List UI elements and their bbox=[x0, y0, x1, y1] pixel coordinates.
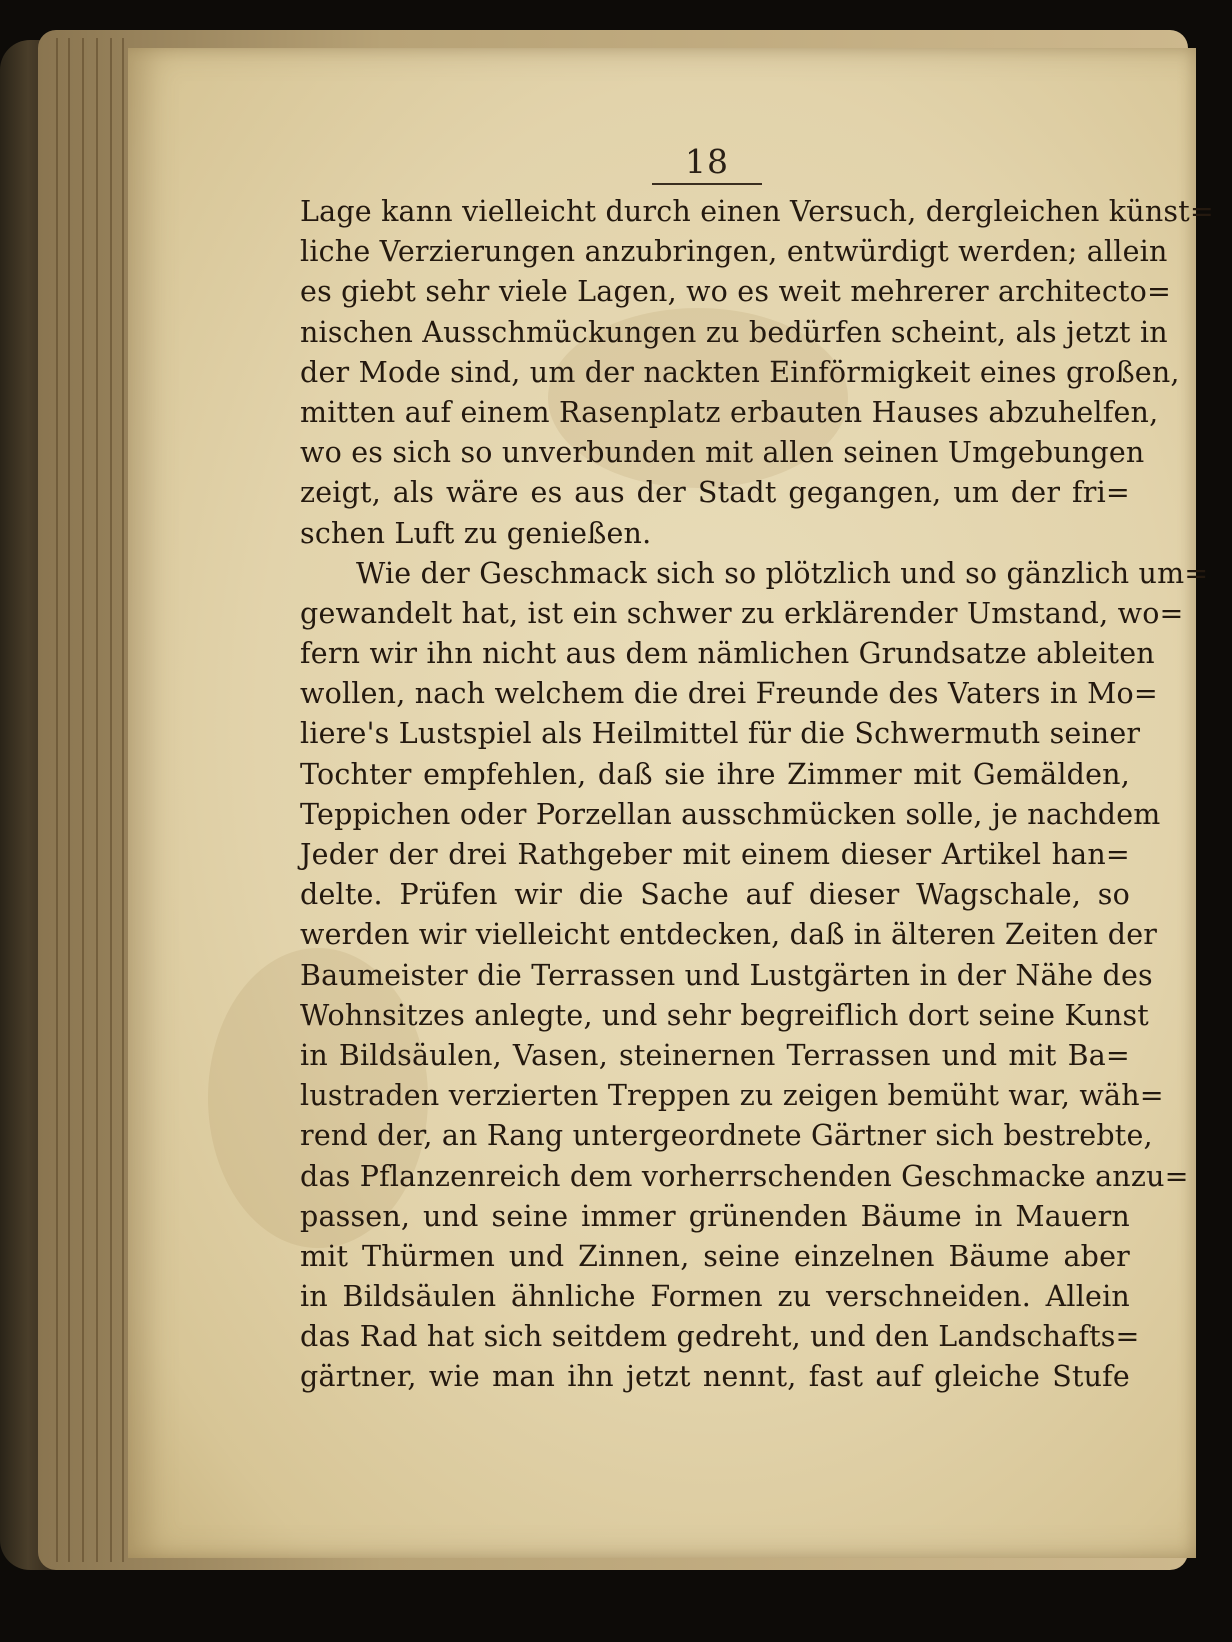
text-line: in Bildsäulen, Vasen, steinernen Terrassen und mit Ba= bbox=[300, 1038, 1130, 1072]
text-line: lustraden verzierten Treppen zu zeigen bemüht war, wäh= bbox=[300, 1079, 1164, 1113]
text-line: liche Verzierungen anzubringen, entwürdigt werden; allein bbox=[300, 235, 1168, 269]
text-line: passen, und seine immer grünenden Bäume in Mauern bbox=[300, 1199, 1130, 1233]
page-number: 18 bbox=[685, 142, 729, 181]
page-edge bbox=[56, 38, 58, 1562]
text-line: gewandelt hat, ist ein schwer zu erklärender Umstand, wo= bbox=[300, 596, 1184, 630]
text-line: Wie der Geschmack sich so plötzlich und so gänzlich um= bbox=[356, 556, 1209, 590]
page-edge bbox=[96, 38, 98, 1562]
page-edge bbox=[68, 38, 70, 1562]
text-line: Wohnsitzes anlegte, und sehr begreiflich dort seine Kunst bbox=[300, 998, 1149, 1032]
text-line: Baumeister die Terrassen und Lustgärten in der Nähe des bbox=[300, 958, 1153, 992]
text-line: mitten auf einem Rasenplatz erbauten Hauses abzuhelfen, bbox=[300, 395, 1159, 429]
text-line: Jeder der drei Rathgeber mit einem dieser Artikel han= bbox=[300, 838, 1130, 871]
page-edge bbox=[110, 38, 112, 1562]
text-line: es giebt sehr viele Lagen, wo es weit mehrerer architecto= bbox=[300, 275, 1172, 309]
text-line: schen Luft zu genießen. bbox=[300, 516, 652, 550]
body-text bbox=[300, 192, 1214, 1398]
text-line: der Mode sind, um der nackten Einförmigkeit eines großen, bbox=[300, 355, 1180, 389]
page-number-rule bbox=[652, 183, 762, 185]
page-edge bbox=[82, 38, 84, 1562]
text-line: nischen Ausschmückungen zu bedürfen scheint, als jetzt in bbox=[300, 315, 1168, 349]
page-edge bbox=[122, 38, 124, 1562]
text-line: Tochter empfehlen, daß sie ihre Zimmer mit Gemälden, bbox=[300, 757, 1130, 791]
text-line: fern wir ihn nicht aus dem nämlichen Grundsatze ableiten bbox=[300, 637, 1155, 671]
text-line: gärtner, wie man ihn jetzt nennt, fast auf gleiche Stufe bbox=[300, 1360, 1130, 1394]
text-line: zeigt, als wäre es aus der Stadt gegangen, um der fri= bbox=[300, 476, 1130, 510]
text-line: wollen, nach welchem die drei Freunde des Vaters in Mo= bbox=[300, 677, 1158, 711]
text-line: wo es sich so unverbunden mit allen seinen Umgebungen bbox=[300, 436, 1145, 470]
text-line: delte. Prüfen wir die Sache auf dieser Wagschale, so bbox=[300, 878, 1130, 912]
text-line: in Bildsäulen ähnliche Formen zu verschneiden. Allein bbox=[300, 1280, 1130, 1314]
text-line: liere's Lustspiel als Heilmittel für die Schwermuth seiner bbox=[300, 717, 1141, 751]
text-line: Lage kann vielleicht durch einen Versuch, dergleichen künst= bbox=[300, 195, 1214, 228]
text-line: das Pflanzenreich dem vorherrschenden Geschmacke anzu= bbox=[300, 1159, 1189, 1193]
text-line: werden wir vielleicht entdecken, daß in älteren Zeiten der bbox=[300, 918, 1158, 952]
text-line: rend der, an Rang untergeordnete Gärtner sich bestrebte, bbox=[300, 1119, 1153, 1153]
text-line: mit Thürmen und Zinnen, seine einzelnen Bäume aber bbox=[300, 1239, 1130, 1273]
text-line: Teppichen oder Porzellan ausschmücken solle, je nachdem bbox=[300, 797, 1161, 831]
text-line: das Rad hat sich seitdem gedreht, und den Landschafts= bbox=[300, 1320, 1140, 1354]
